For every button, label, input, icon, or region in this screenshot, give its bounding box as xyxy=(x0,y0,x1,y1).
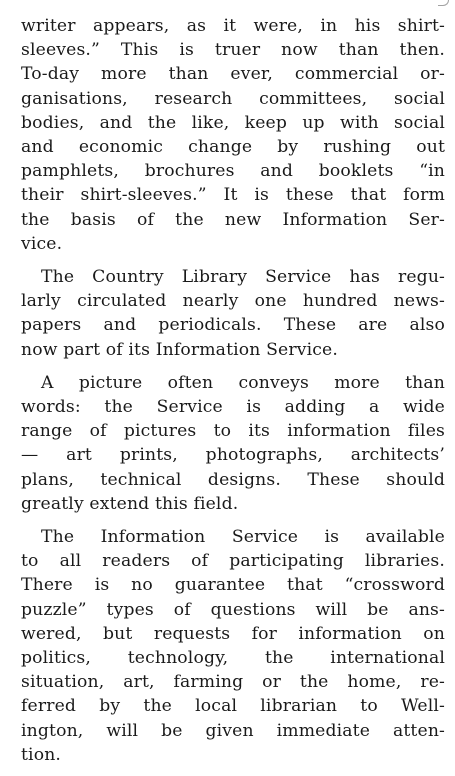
paragraph-shirt-sleeves xyxy=(21,14,445,256)
text-line: sleeves.” This is truer now than then. xyxy=(21,40,445,61)
text-line: situation, art, farming or the home, re- xyxy=(21,672,445,693)
text-line: pamphlets, brochures and booklets “in xyxy=(21,161,445,182)
text-line: To-day more than ever, commercial or- xyxy=(21,64,445,85)
text-line: the basis of the new Information Ser- xyxy=(21,209,445,230)
text-line: greatly extend this field. xyxy=(21,493,239,514)
text-line: writer appears, as it were, in his shirt- xyxy=(21,16,445,36)
text-line: tion. xyxy=(21,744,62,765)
text-line: A picture often conveys more than xyxy=(41,372,445,393)
text-line: and economic change by rushing out xyxy=(21,137,445,158)
text-line: politics, technology, the international xyxy=(21,648,445,669)
page-corner-mark xyxy=(438,0,449,6)
text-line: range of pictures to its information files xyxy=(21,421,445,442)
paragraph-availability xyxy=(21,525,445,767)
text-line: bodies, and the like, keep up with social xyxy=(21,112,445,133)
text-line: now part of its Information Service. xyxy=(21,339,338,360)
text-line: ganisations, research committees, social xyxy=(21,88,445,109)
text-line: puzzle” types of questions will be ans- xyxy=(21,599,445,620)
text-line: words: the Service is adding a wide xyxy=(21,397,445,418)
text-line: their shirt-sleeves.” It is these that form xyxy=(21,185,445,206)
paragraph-pictures xyxy=(21,371,445,516)
text-line: wered, but requests for information on xyxy=(21,623,445,644)
text-line: ington, will be given immediate atten- xyxy=(21,720,445,741)
paragraph-country-library xyxy=(21,265,445,362)
article-body xyxy=(21,14,445,776)
text-line: There is no guarantee that “crossword xyxy=(21,575,445,596)
text-line: plans, technical designs. These should xyxy=(21,469,445,490)
text-line: larly circulated nearly one hundred news- xyxy=(21,291,445,312)
text-line: The Country Library Service has regu- xyxy=(41,267,445,288)
text-line: to all readers of participating libraries. xyxy=(21,551,445,572)
text-line: — art prints, photographs, architects’ xyxy=(21,445,445,466)
text-line: vice. xyxy=(21,233,63,254)
text-line: papers and periodicals. These are also xyxy=(21,315,445,336)
text-line: The Information Service is available xyxy=(41,527,445,548)
text-line: ferred by the local librarian to Well- xyxy=(21,696,445,717)
